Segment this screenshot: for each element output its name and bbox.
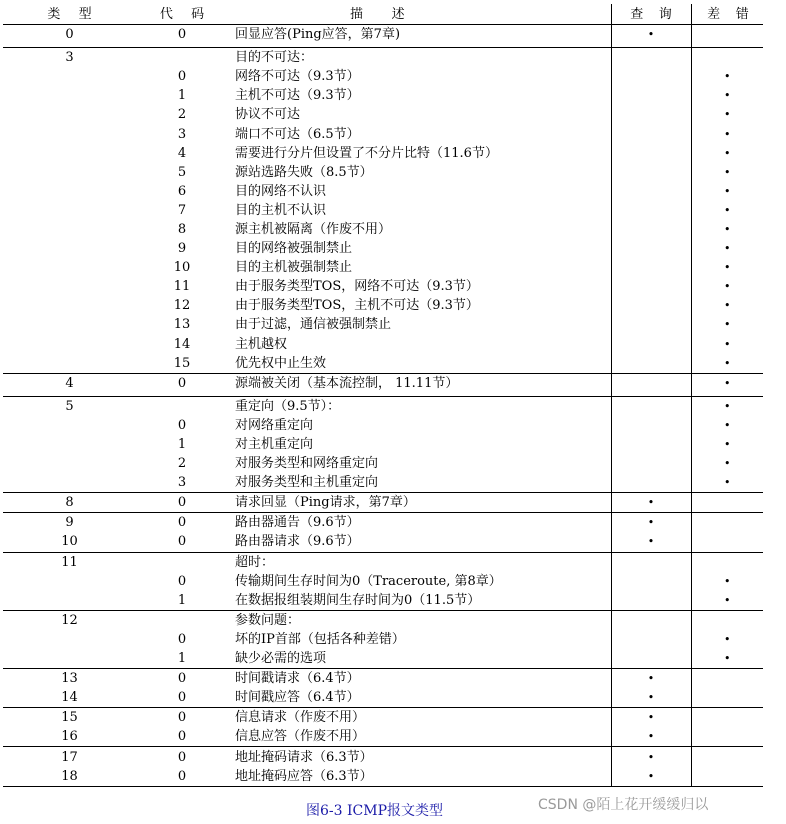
- query-mark-cell: [611, 649, 691, 669]
- description-cell: 由于服务类型TOS，主机不可达（9.3节）: [235, 298, 479, 314]
- table-row: [3, 454, 763, 473]
- code-cell: 10: [173, 260, 191, 276]
- query-mark-cell: •: [611, 727, 691, 747]
- code-cell: 3: [177, 475, 187, 491]
- description-cell: 目的网络被强制禁止: [235, 241, 353, 257]
- table-row: [3, 630, 763, 649]
- description-cell: 传输期间生存时间为0（Traceroute, 第8章）: [235, 573, 502, 589]
- table-row: [3, 747, 763, 767]
- table-row: [3, 335, 763, 354]
- description-cell: 路由器通告（9.6节）: [232, 513, 611, 533]
- error-mark-cell: •: [691, 396, 763, 416]
- description-cell: 地址掩码应答（6.3节）: [232, 767, 611, 787]
- error-mark-cell: •: [691, 201, 763, 220]
- table-row: [3, 25, 763, 45]
- table-row: [3, 201, 763, 220]
- error-mark-cell: •: [691, 416, 763, 435]
- description-cell: 对服务类型和主机重定向: [235, 475, 379, 491]
- error-mark-cell: •: [691, 163, 763, 182]
- type-cell: [3, 220, 132, 239]
- type-cell: [3, 163, 132, 182]
- code-cell: 0: [132, 25, 232, 45]
- type-cell: [3, 258, 132, 277]
- error-mark-cell: [691, 48, 763, 68]
- type-cell: [3, 239, 132, 258]
- description-cell: 对服务类型和网络重定向: [235, 456, 379, 472]
- query-mark-cell: •: [611, 493, 691, 513]
- query-mark-cell: [611, 144, 691, 163]
- query-mark-cell: [611, 163, 691, 182]
- table-row: [3, 296, 763, 315]
- error-mark-cell: •: [691, 124, 763, 143]
- table-row: [3, 182, 763, 201]
- table-row: [3, 649, 763, 669]
- type-cell: 17: [3, 747, 132, 767]
- code-cell: [132, 48, 232, 68]
- error-mark-cell: •: [691, 144, 763, 163]
- description-cell: 网络不可达（9.3节）: [235, 69, 360, 85]
- header-error: 差错: [691, 4, 763, 25]
- type-cell: [3, 67, 132, 86]
- query-mark-cell: [611, 435, 691, 454]
- description-cell: 源站选路失败（8.5节）: [235, 164, 373, 180]
- query-mark-cell: •: [611, 747, 691, 767]
- error-mark-cell: [691, 688, 763, 708]
- table-row: [3, 86, 763, 105]
- table-body: [3, 4, 763, 786]
- type-cell: 9: [3, 513, 132, 533]
- description-cell: 目的主机不认识: [235, 202, 327, 218]
- query-mark-cell: [611, 315, 691, 334]
- code-cell: 0: [177, 417, 187, 433]
- type-cell: 8: [3, 493, 132, 513]
- type-cell: 14: [61, 690, 78, 706]
- query-mark-cell: •: [611, 532, 691, 552]
- query-mark-cell: •: [611, 25, 691, 45]
- type-cell: [3, 277, 132, 296]
- table-header-row: [3, 4, 763, 25]
- error-mark-cell: [691, 727, 763, 747]
- code-cell: 6: [177, 183, 187, 199]
- query-mark-cell: [611, 591, 691, 611]
- query-mark-cell: [611, 67, 691, 86]
- header-type: 类型: [3, 4, 132, 25]
- table-row: [3, 416, 763, 435]
- description-cell: 信息请求（作废不用）: [232, 708, 611, 728]
- description-cell: 目的网络不认识: [235, 183, 327, 199]
- code-cell: 1: [177, 592, 187, 608]
- table-row: [3, 532, 763, 552]
- type-cell: 3: [3, 48, 132, 68]
- table-row: [3, 493, 763, 513]
- query-mark-cell: [611, 86, 691, 105]
- table-row: [3, 552, 763, 572]
- table-row: [3, 163, 763, 182]
- error-mark-cell: •: [691, 86, 763, 105]
- header-description: 描述: [232, 4, 611, 25]
- query-mark-cell: [611, 296, 691, 315]
- code-cell: 7: [177, 202, 187, 218]
- type-cell: [3, 649, 132, 669]
- table-row: [3, 610, 763, 630]
- error-mark-cell: •: [691, 373, 763, 393]
- query-mark-cell: [611, 239, 691, 258]
- query-mark-cell: [611, 630, 691, 649]
- query-mark-cell: [611, 182, 691, 201]
- table-row: [3, 105, 763, 124]
- description-cell: 路由器请求（9.6节）: [235, 534, 360, 550]
- query-mark-cell: [611, 552, 691, 572]
- query-mark-cell: [611, 396, 691, 416]
- error-mark-cell: •: [691, 591, 763, 611]
- watermark: CSDN @陌上花开缓缓归以: [538, 797, 709, 813]
- description-cell: 对网络重定向: [235, 417, 314, 433]
- type-cell: [3, 124, 132, 143]
- code-cell: 5: [177, 164, 187, 180]
- description-cell: 由于服务类型TOS，网络不可达（9.3节）: [235, 279, 479, 295]
- type-cell: [3, 630, 132, 649]
- description-cell: 主机越权: [235, 336, 288, 352]
- query-mark-cell: [611, 454, 691, 473]
- code-cell: [132, 610, 232, 630]
- description-cell: 参数问题：: [232, 610, 611, 630]
- description-cell: 坏的IP首部（包括各种差错）: [235, 631, 405, 647]
- error-mark-cell: •: [691, 649, 763, 669]
- error-mark-cell: •: [691, 239, 763, 258]
- code-cell: 0: [132, 747, 232, 767]
- table-row: [3, 591, 763, 611]
- error-mark-cell: [691, 25, 763, 45]
- error-mark-cell: •: [691, 67, 763, 86]
- table-row: [3, 396, 763, 416]
- table-row: [3, 354, 763, 374]
- error-mark-cell: [691, 552, 763, 572]
- icmp-type-table: [3, 4, 763, 787]
- query-mark-cell: [611, 572, 691, 591]
- code-cell: 1: [177, 437, 187, 453]
- error-mark-cell: •: [691, 277, 763, 296]
- type-cell: [3, 182, 132, 201]
- query-mark-cell: •: [611, 767, 691, 787]
- type-cell: [3, 144, 132, 163]
- type-cell: [3, 86, 132, 105]
- error-mark-cell: •: [691, 454, 763, 473]
- type-cell: 18: [3, 767, 132, 787]
- error-mark-cell: [691, 669, 763, 689]
- code-cell: 0: [177, 573, 187, 589]
- error-mark-cell: [691, 747, 763, 767]
- query-mark-cell: [611, 258, 691, 277]
- type-cell: [3, 591, 132, 611]
- error-mark-cell: •: [691, 296, 763, 315]
- query-mark-cell: •: [611, 688, 691, 708]
- type-cell: [3, 335, 132, 354]
- error-mark-cell: •: [691, 335, 763, 354]
- code-cell: 0: [177, 690, 187, 706]
- code-cell: 4: [177, 145, 187, 161]
- query-mark-cell: [611, 220, 691, 239]
- table-row: [3, 572, 763, 591]
- table-row: [3, 315, 763, 334]
- code-cell: 0: [132, 669, 232, 689]
- header-code: 代码: [132, 4, 232, 25]
- type-cell: [3, 454, 132, 473]
- code-cell: 3: [177, 126, 187, 142]
- code-cell: 0: [132, 708, 232, 728]
- query-mark-cell: [611, 610, 691, 630]
- query-mark-cell: [611, 354, 691, 374]
- code-cell: 15: [173, 355, 191, 371]
- error-mark-cell: [691, 610, 763, 630]
- code-cell: 13: [173, 317, 191, 333]
- code-cell: 11: [173, 279, 191, 295]
- error-mark-cell: •: [691, 435, 763, 454]
- code-cell: 0: [132, 373, 232, 393]
- type-cell: 15: [3, 708, 132, 728]
- description-cell: 时间戳请求（6.4节）: [232, 669, 611, 689]
- code-cell: 0: [132, 767, 232, 787]
- table-row: [3, 708, 763, 728]
- error-mark-cell: [691, 493, 763, 513]
- error-mark-cell: [691, 708, 763, 728]
- description-cell: 源主机被隔离（作废不用）: [235, 221, 392, 237]
- query-mark-cell: •: [611, 708, 691, 728]
- error-mark-cell: •: [691, 258, 763, 277]
- code-cell: 0: [177, 69, 187, 85]
- code-cell: 0: [177, 729, 187, 745]
- table-row: [3, 513, 763, 533]
- error-mark-cell: •: [691, 354, 763, 374]
- description-cell: 回显应答(Ping应答，第7章): [232, 25, 611, 45]
- query-mark-cell: [611, 335, 691, 354]
- error-mark-cell: •: [691, 572, 763, 591]
- type-cell: 11: [3, 552, 132, 572]
- code-cell: [132, 396, 232, 416]
- table-row: [3, 688, 763, 708]
- description-cell: 缺少必需的选项: [235, 651, 327, 667]
- description-cell: 超时：: [232, 552, 611, 572]
- description-cell: 源端被关闭（基本流控制， 11.11节）: [232, 373, 611, 393]
- table-row: [3, 258, 763, 277]
- type-cell: 12: [3, 610, 132, 630]
- query-mark-cell: [611, 277, 691, 296]
- table-row: [3, 767, 763, 787]
- description-cell: 端口不可达（6.5节）: [235, 126, 360, 142]
- type-cell: [3, 473, 132, 493]
- type-cell: [3, 416, 132, 435]
- code-cell: 0: [177, 631, 187, 647]
- type-cell: [3, 315, 132, 334]
- table-row: [3, 473, 763, 493]
- query-mark-cell: [611, 473, 691, 493]
- table-row: [3, 435, 763, 454]
- code-cell: 14: [173, 336, 191, 352]
- type-cell: 0: [3, 25, 132, 45]
- code-cell: 0: [177, 534, 187, 550]
- error-mark-cell: [691, 532, 763, 552]
- table-row: [3, 277, 763, 296]
- type-cell: 10: [61, 534, 78, 550]
- table-row: [3, 67, 763, 86]
- code-cell: 1: [177, 651, 187, 667]
- query-mark-cell: [611, 105, 691, 124]
- description-cell: 在数据报组装期间生存时间为0（11.5节）: [235, 592, 481, 608]
- error-mark-cell: [691, 767, 763, 787]
- description-cell: 主机不可达（9.3节）: [235, 88, 360, 104]
- figure-caption: 图6-3 ICMP报文类型: [306, 803, 443, 819]
- type-cell: 5: [3, 396, 132, 416]
- code-cell: 12: [173, 298, 191, 314]
- error-mark-cell: [691, 513, 763, 533]
- table-row: [3, 669, 763, 689]
- error-mark-cell: •: [691, 182, 763, 201]
- query-mark-cell: [611, 416, 691, 435]
- query-mark-cell: [611, 373, 691, 393]
- code-cell: [132, 552, 232, 572]
- table-row: [3, 727, 763, 747]
- query-mark-cell: •: [611, 513, 691, 533]
- error-mark-cell: •: [691, 315, 763, 334]
- description-cell: 需要进行分片但设置了不分片比特（11.6节）: [235, 145, 498, 161]
- description-cell: 地址掩码请求（6.3节）: [232, 747, 611, 767]
- query-mark-cell: [611, 201, 691, 220]
- code-cell: 9: [177, 241, 187, 257]
- description-cell: 目的不可达：: [232, 48, 611, 68]
- table-row: [3, 144, 763, 163]
- description-cell: 优先权中止生效: [235, 355, 327, 371]
- description-cell: 信息应答（作废不用）: [235, 729, 366, 745]
- type-cell: [3, 435, 132, 454]
- error-mark-cell: •: [691, 105, 763, 124]
- code-cell: 0: [132, 513, 232, 533]
- table-row: [3, 373, 763, 393]
- code-cell: 1: [177, 88, 187, 104]
- type-cell: [3, 354, 132, 374]
- table-row: [3, 124, 763, 143]
- error-mark-cell: •: [691, 220, 763, 239]
- type-cell: [3, 105, 132, 124]
- query-mark-cell: •: [611, 669, 691, 689]
- description-cell: 请求回显（Ping请求，第7章）: [232, 493, 611, 513]
- description-cell: 目的主机被强制禁止: [235, 260, 353, 276]
- type-cell: 13: [3, 669, 132, 689]
- error-mark-cell: •: [691, 630, 763, 649]
- table-row: [3, 239, 763, 258]
- code-cell: 0: [132, 493, 232, 513]
- type-cell: 16: [61, 729, 78, 745]
- code-cell: 8: [177, 221, 187, 237]
- description-cell: 重定向（9.5节）：: [232, 396, 611, 416]
- header-query: 查询: [611, 4, 691, 25]
- table-row: [3, 220, 763, 239]
- description-cell: 对主机重定向: [235, 437, 314, 453]
- description-cell: 时间戳应答（6.4节）: [235, 690, 360, 706]
- table-row: [3, 48, 763, 68]
- error-mark-cell: •: [691, 473, 763, 493]
- type-cell: 4: [3, 373, 132, 393]
- code-cell: 2: [177, 107, 187, 123]
- description-cell: 协议不可达: [235, 107, 301, 123]
- description-cell: 由于过滤，通信被强制禁止: [235, 317, 392, 333]
- query-mark-cell: [611, 48, 691, 68]
- type-cell: [3, 296, 132, 315]
- query-mark-cell: [611, 124, 691, 143]
- type-cell: [3, 201, 132, 220]
- type-cell: [3, 572, 132, 591]
- code-cell: 2: [177, 456, 187, 472]
